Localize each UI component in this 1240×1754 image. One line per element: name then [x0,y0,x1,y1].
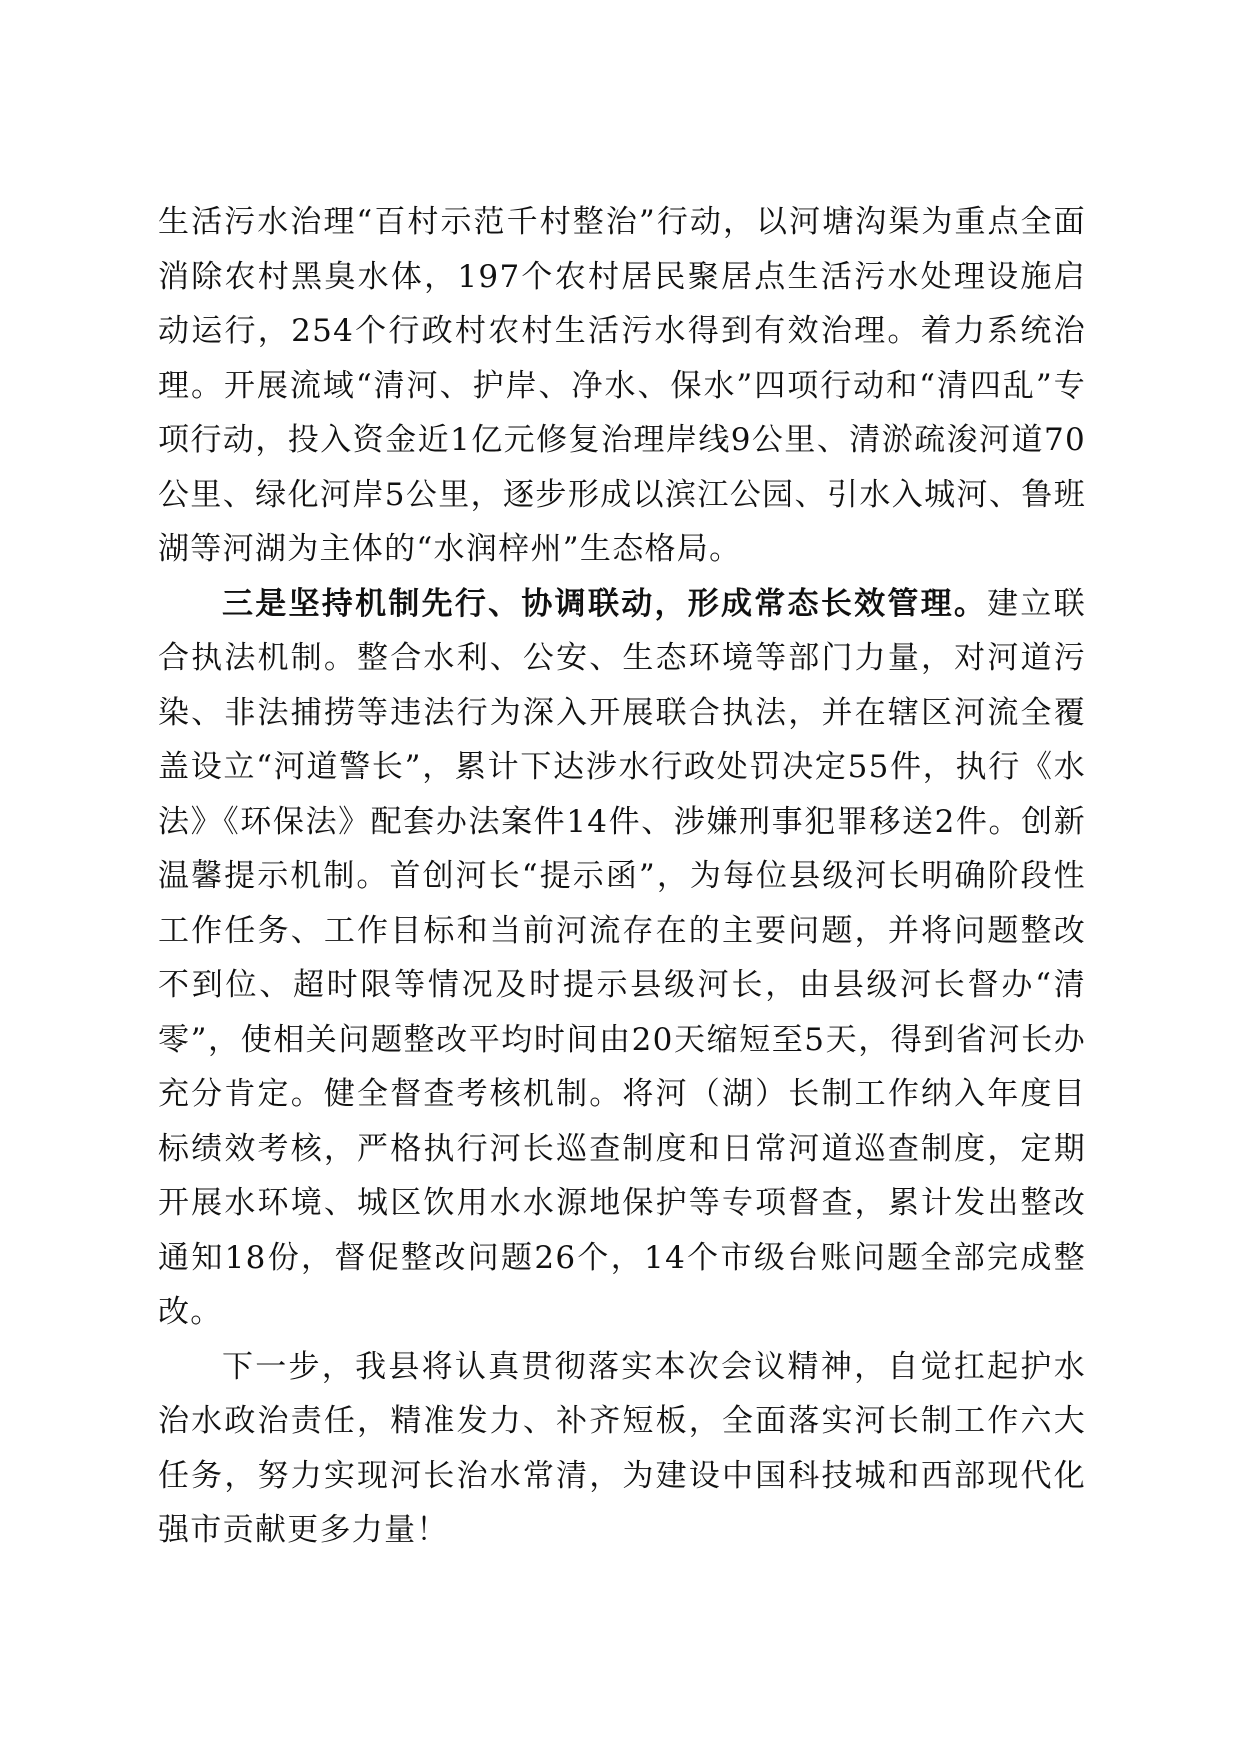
paragraph-heading-bold: 三是坚持机制先行、协调联动，形成常态长效管理。 [222,585,988,622]
paragraph-next-step: 下一步，我县将认真贯彻落实本次会议精神，自觉扛起护水治水政治责任，精准发力、补齐短板，全面落实河长制工作六大任务，努力实现河长治水常清，为建设中国科技城和西部现代化强市贡献更多力量！ [158,1348,1086,1548]
document-page [158,195,1086,1558]
paragraph-mechanism [158,577,1086,1340]
paragraph-continued: 生活污水治理“百村示范千村整治”行动，以河塘沟渠为重点全面消除农村黑臭水体，197个农村居民聚居点生活污水处理设施启动运行，254个行政村农村生活污水得到有效治理。着力系统治理。开展流域“清河、护岸、净水、保水”四项行动和“清四乱”专项行动，投入资金近1亿元修复治理岸线9公里、清淤疏浚河道70公里、绿化河岸5公里，逐步形成以滨江公园、引水入城河、鲁班湖等河湖为主体的“水润梓州”生态格局。 [158,204,1086,567]
paragraph-body: 建立联合执法机制。整合水利、公安、生态环境等部门力量，对河道污染、非法捕捞等违法行为深入开展联合执法，并在辖区河流全覆盖设立“河道警长”，累计下达涉水行政处罚决定55件，执行《水法》《环保法》配套办法案件14件、涉嫌刑事犯罪移送2件。创新温馨提示机制。首创河长“提示函”，为每位县级河长明确阶段性工作任务、工作目标和当前河流存在的主要问题，并将问题整改不到位、超时限等情况及时提示县级河长，由县级河长督办“清零”，使相关问题整改平均时间由20天缩短至5天，得到省河长办充分肯定。健全督查考核机制。将河（湖）长制工作纳入年度目标绩效考核，严格执行河长巡查制度和日常河道巡查制度，定期开展水环境、城区饮用水水源地保护等专项督查，累计发出整改通知18份，督促整改问题26个，14个市级台账问题全部完成整改。 [158,585,1086,1330]
